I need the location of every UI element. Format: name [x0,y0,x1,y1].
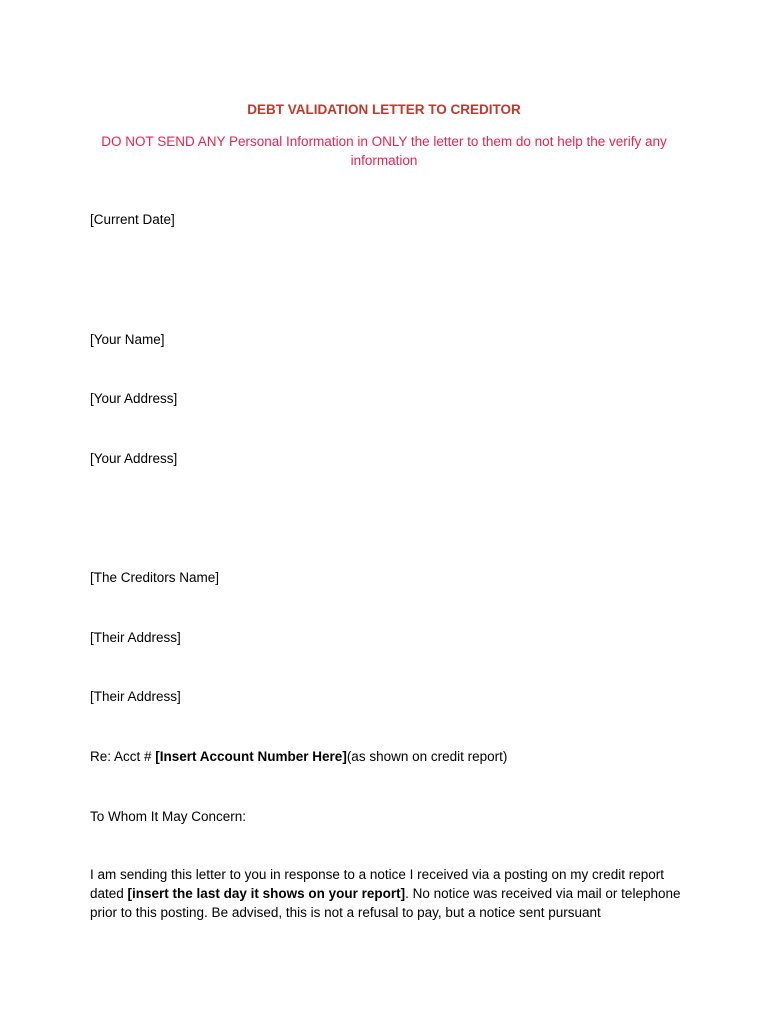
re-account-placeholder: [Insert Account Number Here] [155,749,347,764]
your-address-line-2: [Your Address] [90,451,178,466]
document-title: DEBT VALIDATION LETTER TO CREDITOR [247,102,521,117]
body-text-1: I am sending this letter to you in response to a notice I received via a posting on my credit report dated [90,867,665,901]
body-paragraph [90,865,682,922]
body-date-placeholder: [insert the last day it shows on your report] [127,886,406,901]
their-address-line-1: [Their Address] [90,630,181,645]
body-text-2: . No notice was received via mail or telephone prior to this posting. Be advised, this is not a refusal to pay, but a notice sent pursuant [90,886,681,920]
re-account-line [90,747,507,766]
your-address-line-1: [Your Address] [90,391,178,406]
current-date: [Current Date] [90,212,175,227]
creditor-name: [The Creditors Name] [90,570,220,585]
re-prefix: Re: Acct # [90,749,156,764]
re-suffix: (as shown on credit report) [346,749,508,764]
warning-note: DO NOT SEND ANY Personal Information in ONLY the letter to them do not help the verify any information [101,134,667,168]
your-name: [Your Name] [90,332,165,347]
their-address-line-2: [Their Address] [90,689,181,704]
salutation: To Whom It May Concern: [90,809,247,824]
